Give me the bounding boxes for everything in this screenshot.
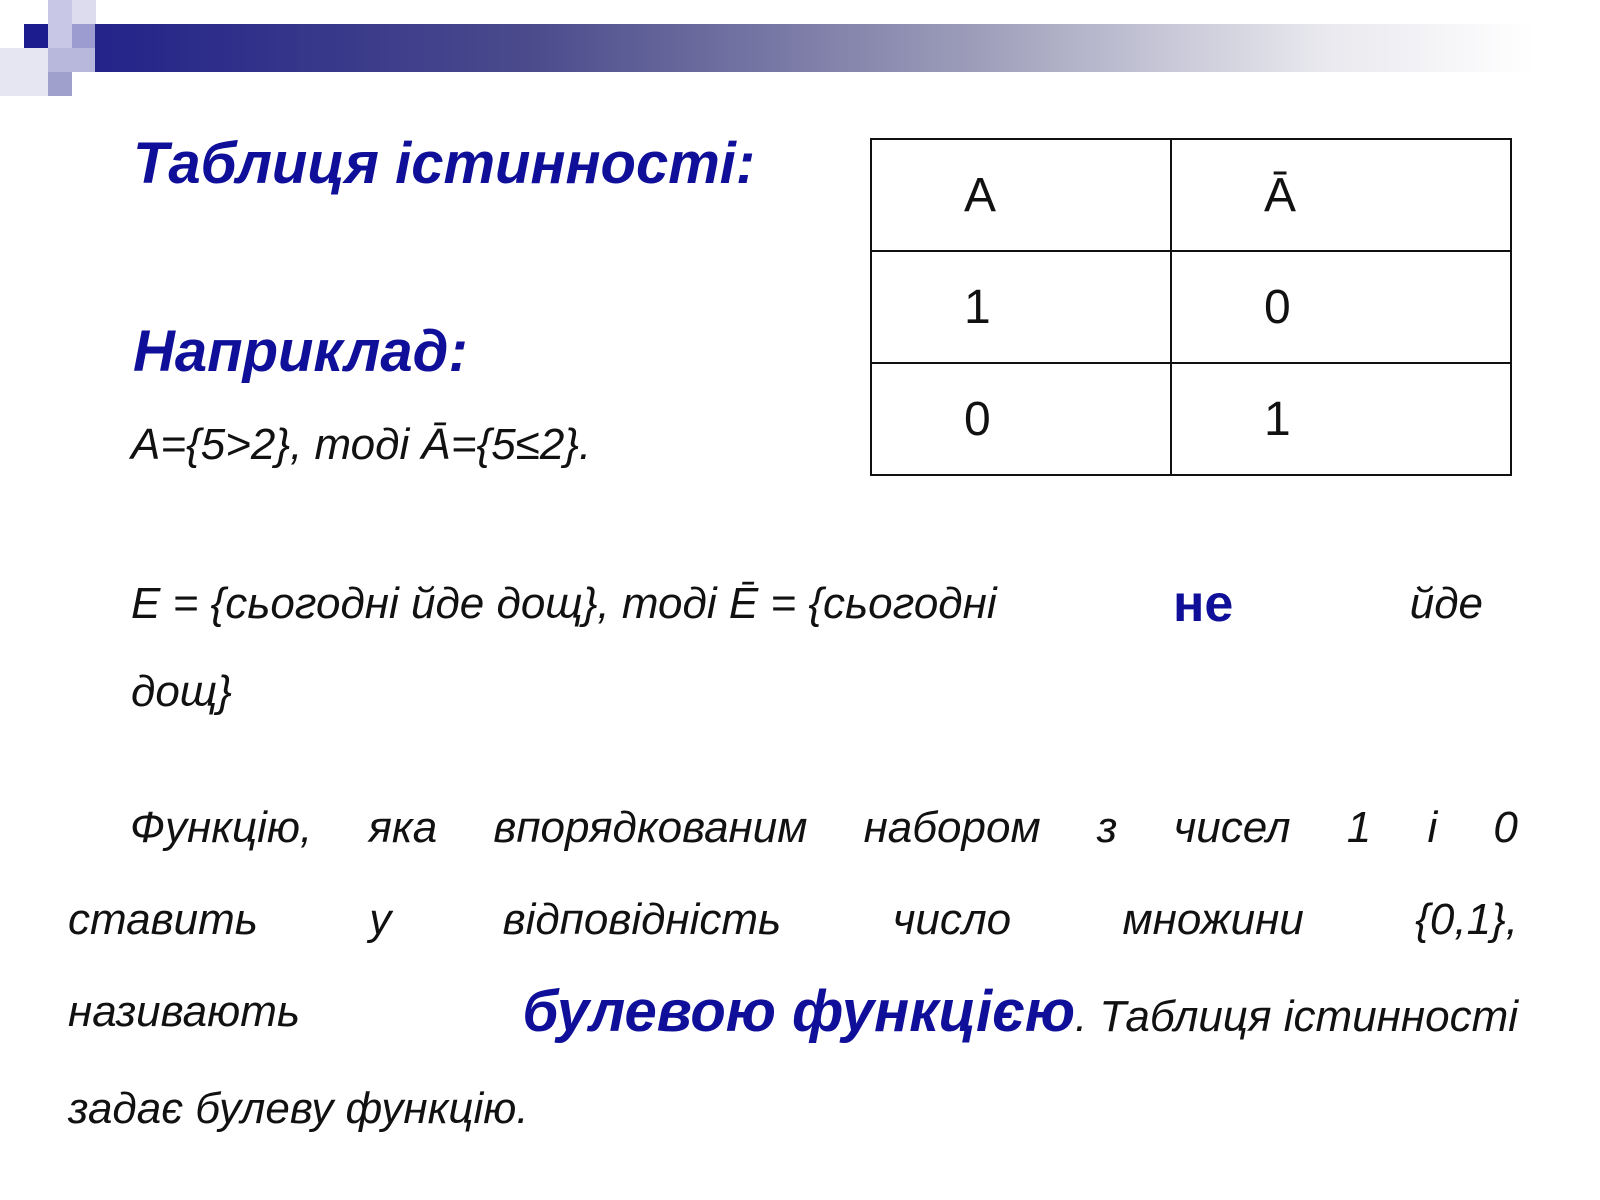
boolean-function-term: булевою функцією: [522, 979, 1075, 1044]
header-cell: A: [871, 139, 1171, 251]
word: ставить: [68, 895, 258, 944]
table-row: [871, 251, 1511, 363]
definition-paragraph: [68, 782, 1518, 1155]
table-cell: 0: [871, 363, 1171, 475]
definition-line-2: [68, 874, 1518, 966]
deco-square: [72, 0, 96, 24]
definition-after-term: . Таблиця істинності: [1074, 992, 1518, 1041]
table-header-row: [871, 139, 1511, 251]
word: яка: [368, 803, 438, 852]
word: у: [369, 895, 392, 944]
word: відповідність: [502, 895, 782, 944]
table-row: [871, 363, 1511, 475]
word: {0,1},: [1415, 895, 1518, 944]
deco-square: [0, 48, 48, 96]
table-cell: 0: [1171, 251, 1511, 363]
word: множини: [1122, 895, 1304, 944]
example-2-line-1: [131, 560, 1483, 648]
boolean-function-term-wrap: [522, 966, 1518, 1063]
word: з: [1096, 803, 1118, 852]
example-2-line-2: дощ}: [131, 667, 232, 716]
word: число: [892, 895, 1012, 944]
definition-line-4: задає булеву функцію.: [68, 1084, 529, 1133]
table-cell: 1: [1171, 363, 1511, 475]
header-gradient-bar: [95, 24, 1535, 72]
example-2-part1: E = {сьогодні йде дощ}, тоді Ē = {сьогодні: [131, 579, 997, 628]
header-cell: Ā: [1171, 139, 1511, 251]
word: набором: [863, 803, 1041, 852]
word: чисел: [1173, 803, 1291, 852]
slide-title: Таблиця істинності:: [133, 131, 756, 196]
definition-line-1: [68, 782, 1518, 874]
definition-line-3: [68, 966, 1518, 1063]
word: 1: [1346, 803, 1372, 852]
word: і: [1427, 803, 1438, 852]
example-2-emphasis: не: [1173, 575, 1234, 633]
deco-square: [48, 48, 96, 72]
deco-square: [24, 24, 48, 48]
deco-square: [48, 72, 72, 96]
example-2-text: [131, 560, 1483, 736]
word: впорядкованим: [493, 803, 808, 852]
word: Функцію,: [130, 803, 313, 852]
example-heading: Наприклад:: [133, 319, 468, 384]
definition-before-term: називають: [68, 987, 300, 1036]
truth-table: [870, 138, 1512, 476]
example-2-part2: йде: [1409, 579, 1483, 628]
table-cell: 1: [871, 251, 1171, 363]
word: 0: [1493, 803, 1518, 852]
example-1-text: A={5>2}, тоді Ā={5≤2}.: [131, 420, 592, 469]
